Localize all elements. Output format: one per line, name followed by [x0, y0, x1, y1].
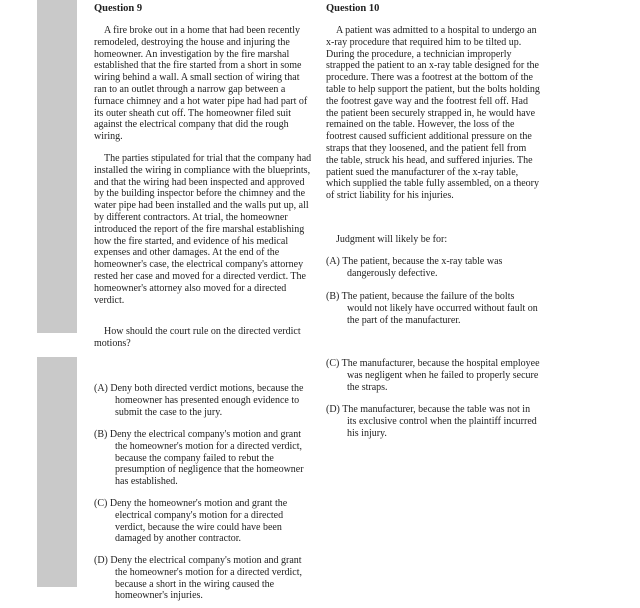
- margin-bar-top: [37, 0, 77, 333]
- question-10-option-c[interactable]: [326, 358, 540, 393]
- margin-bar-bottom: [37, 357, 77, 587]
- question-9-paragraph-2: The parties stipulated for trial that the company had installed the wiring in compliance with the blueprints, and that the wiring had been inspected and approved by the building inspector before the chimney and the water pipe had been installed and the walls put up, all by different contractors. At trial, the homeowner introduced the report of the fire marshal establishing how the fire started, and evidence of his medical expenses and other damages. At the end of the homeowner's case, the electrical company's attorney rested her case and moved for a directed verdict. The homeowner's attorney also moved for a directed verdict.: [94, 153, 312, 306]
- question-10-paragraph-1: A patient was admitted to a hospital to undergo an x-ray procedure that required him to be tilted up. During the procedure, a technician improperly strapped the patient to an x-ray table designed for the procedure. There was a footrest at the bottom of the table to help support the patient, but the bolts holding the footrest gave way and the footrest fell off. Had the patient been securely strapped in, he would have remained on the table. However, the loss of the footrest caused sufficient additional pressure on the straps that they loosened, and the patient fell from the table, struck his head, and suffered injuries. The patient sued the manufacturer of the x-ray table, which supplied the table fully assembled, on a theory of strict liability for his injuries.: [326, 25, 540, 202]
- question-9-stem-block: [94, 326, 312, 350]
- option-text: Deny the homeowner's motion and grant the electrical company's motion for a directed verdict, because the wire could have been damaged by another contractor.: [109, 498, 288, 545]
- question-9-title: Question 9: [94, 3, 143, 14]
- option-label: (D): [94, 555, 108, 566]
- question-10-stem-block: [326, 234, 540, 246]
- question-10-header: [326, 3, 540, 15]
- option-text: Deny both directed verdict motions, because the homeowner has presented enough evidence to submit the case to the jury.: [110, 383, 304, 418]
- question-10-para1-block: [326, 25, 540, 202]
- question-10-option-d[interactable]: [326, 404, 540, 439]
- question-9-option-a[interactable]: [94, 383, 312, 418]
- question-10-stem: Judgment will likely be for:: [336, 234, 448, 245]
- option-label: (C): [326, 358, 340, 369]
- option-label: (A): [326, 256, 340, 267]
- option-label: (A): [94, 383, 108, 394]
- question-9-option-d[interactable]: [94, 555, 312, 602]
- question-10-option-a[interactable]: [326, 256, 540, 280]
- option-text: The manufacturer, because the hospital employee was negligent when he failed to properly secure the straps.: [341, 358, 540, 393]
- option-text: The patient, because the x-ray table was dangerously defective.: [342, 256, 503, 279]
- question-9-para1-block: [94, 25, 312, 143]
- question-9-header: [94, 3, 312, 15]
- question-9-paragraph-1: A fire broke out in a home that had been recently remodeled, destroying the house and injuring the homeowner. An investigation by the fire marshal established that the fire started from a short in some wiring behind a wall. A small section of wiring that ran to an outlet through a narrow gap between a furnace chimney and a hot water pipe had had part of its outer sheath cut off. The homeowner filed suit against the electrical company that did the rough wiring.: [94, 25, 308, 143]
- option-label: (C): [94, 498, 108, 509]
- option-text: The patient, because the failure of the bolts would not likely have occurred without fault on the part of the manufacturer.: [341, 291, 538, 326]
- question-10-option-b[interactable]: [326, 291, 540, 326]
- question-9-option-c[interactable]: [94, 498, 312, 545]
- option-text: The manufacturer, because the table was not in its exclusive control when the plaintiff incurred his injury.: [342, 404, 537, 439]
- question-10-title: Question 10: [326, 3, 380, 14]
- option-label: (B): [326, 291, 340, 302]
- question-9-para2-block: [94, 153, 312, 306]
- question-9-stem: How should the court rule on the directed verdict motions?: [94, 326, 301, 349]
- option-label: (D): [326, 404, 340, 415]
- option-text: Deny the electrical company's motion and grant the homeowner's motion for a directed verdict, because a short in the wiring caused the homeowner's injuries.: [110, 555, 303, 602]
- question-9-option-b[interactable]: [94, 429, 312, 488]
- option-label: (B): [94, 429, 108, 440]
- option-text: Deny the electrical company's motion and grant the homeowner's motion for a directed verdict, because the company failed to rebut the presumption of negligence that the homeowner has established.: [109, 429, 304, 488]
